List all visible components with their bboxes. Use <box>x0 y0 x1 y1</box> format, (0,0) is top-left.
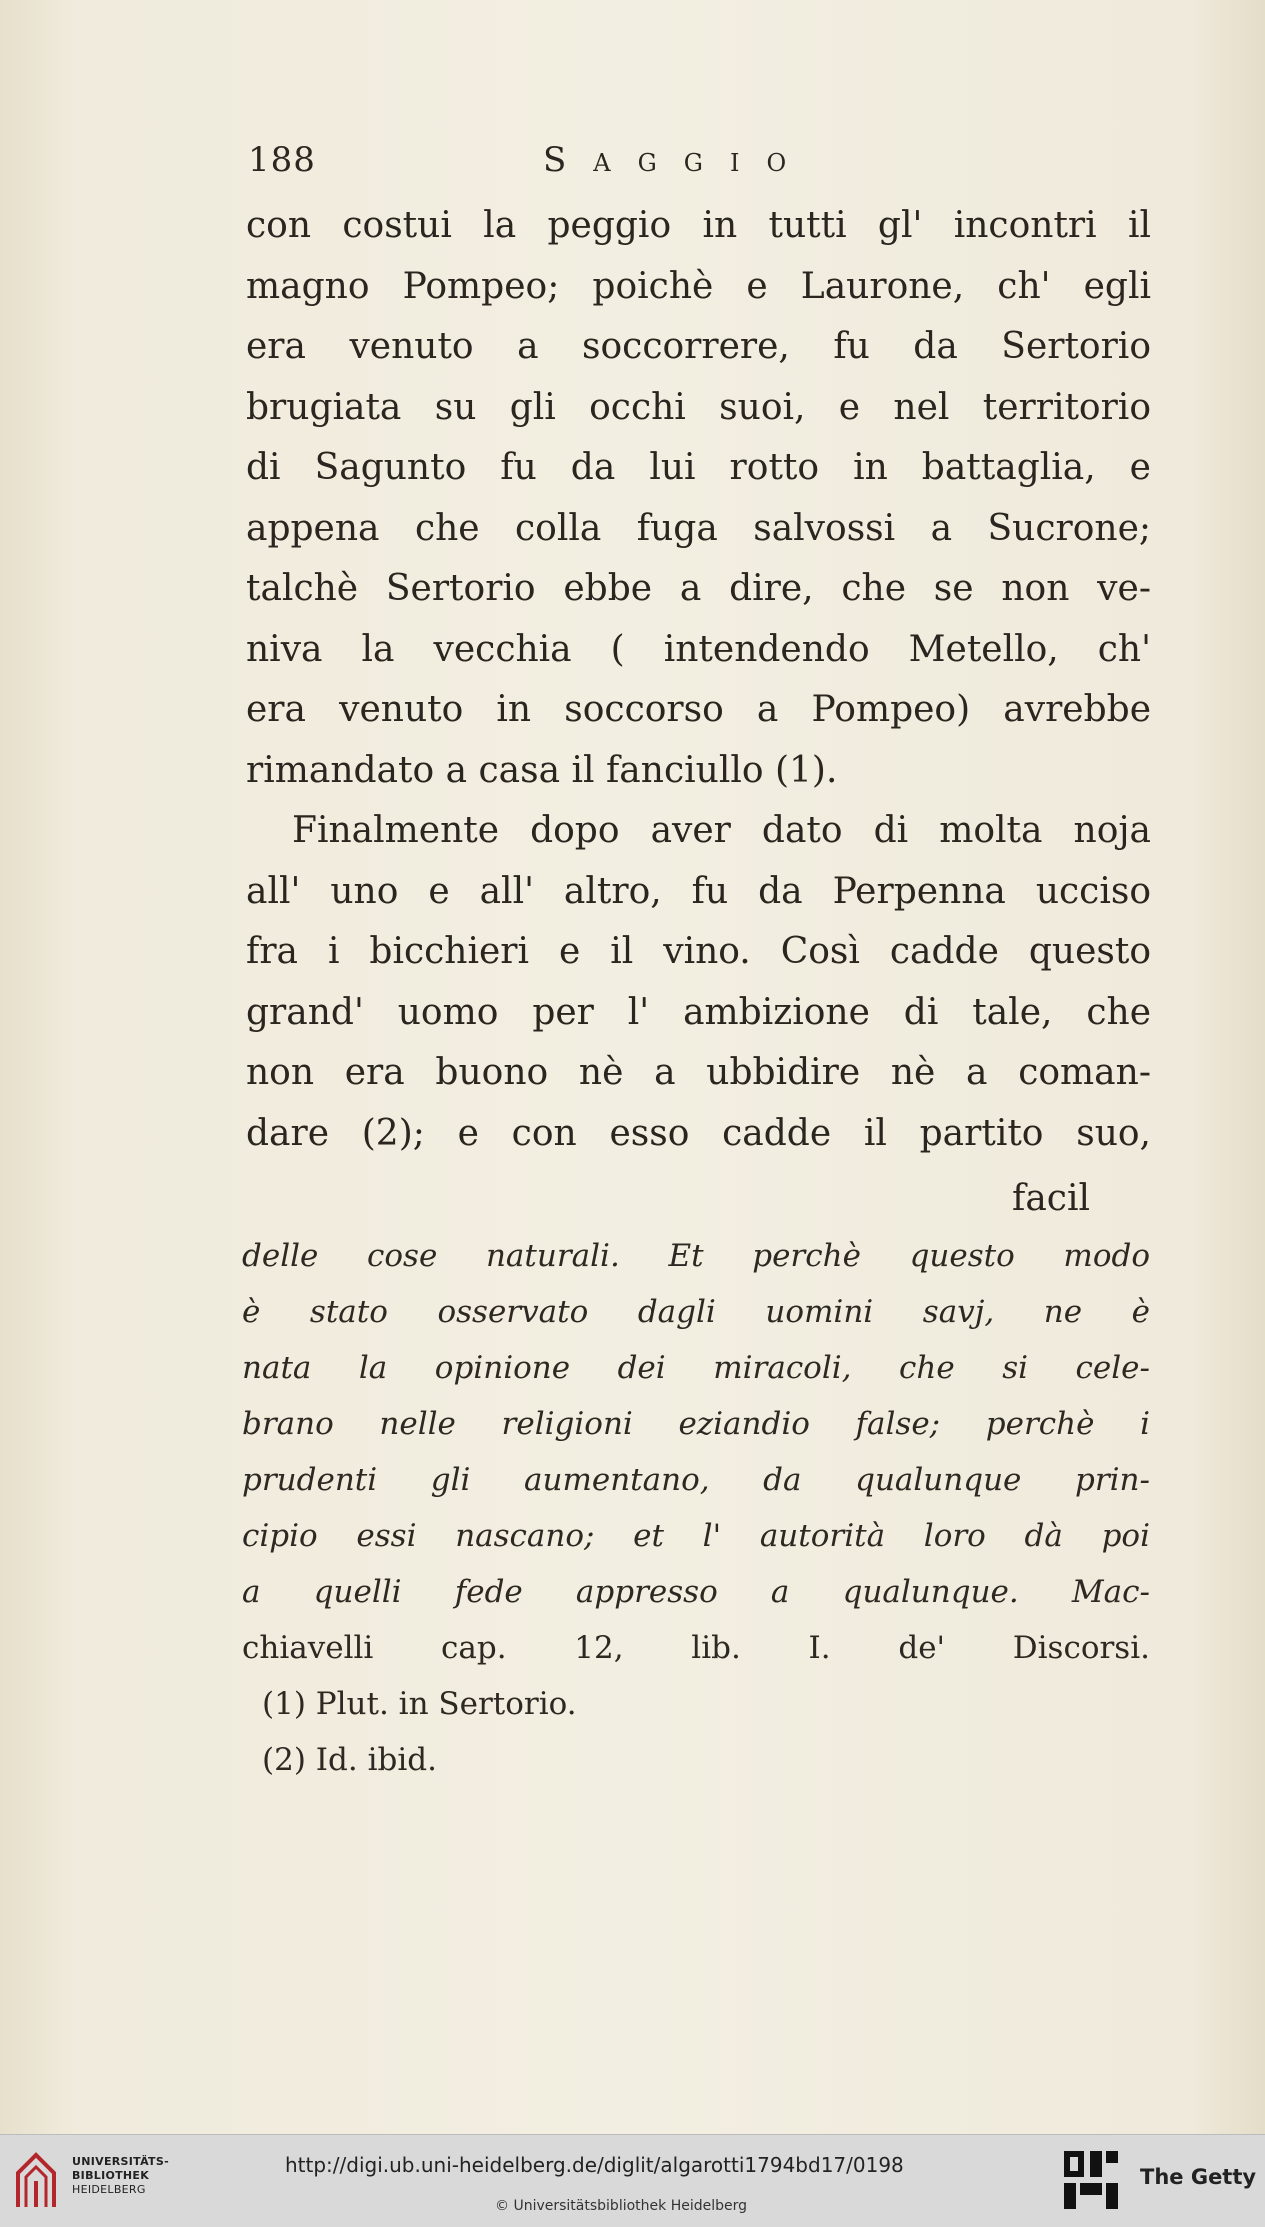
note-line: nata la opinione dei miracoli, che si cele- <box>242 1350 1150 1386</box>
note-line: brano nelle religioni eziandio false; perchè i <box>242 1406 1150 1442</box>
text-line: magno Pompeo; poichè e Laurone, ch' egli <box>246 265 1151 307</box>
note-line: prudenti gli aumentano, da qualunque prin- <box>242 1462 1150 1498</box>
text-line: appena che colla fuga salvossi a Sucrone; <box>246 507 1151 549</box>
footnote: (2) Id. ibid. <box>262 1742 437 1778</box>
text-line: niva la vecchia ( intendendo Metello, ch' <box>246 628 1151 670</box>
notes-block <box>242 1228 1150 1788</box>
library-name-line: UNIVERSITÄTS- <box>72 2155 169 2168</box>
text-line: dare (2); e con esso cadde il partito suo, <box>246 1112 1151 1154</box>
catchword: facil <box>1012 1178 1090 1219</box>
library-name-line: HEIDELBERG <box>72 2183 146 2196</box>
note-line: chiavelli cap. 12, lib. I. de' Discorsi. <box>242 1630 1150 1666</box>
text-line: non era buono nè a ubbidire nè a coman- <box>246 1052 1151 1093</box>
page-number: 188 <box>248 140 316 180</box>
getty-logo-icon[interactable] <box>1062 2149 1120 2213</box>
text-line: era venuto a soccorrere, fu da Sertorio <box>246 326 1151 367</box>
text-line: brugiata su gli occhi suoi, e nel territorio <box>246 386 1151 428</box>
text-line: rimandato a casa il fanciullo (1). <box>246 749 838 791</box>
text-line: era venuto in soccorso a Pompeo) avrebbe <box>246 689 1151 730</box>
note-line: delle cose naturali. Et perchè questo modo <box>242 1238 1150 1274</box>
getty-name: The Getty <box>1140 2165 1257 2189</box>
viewer-footer <box>0 2134 1265 2227</box>
text-line: grand' uomo per l' ambizione di tale, che <box>246 991 1151 1033</box>
text-line: Finalmente dopo aver dato di molta noja <box>292 810 1151 851</box>
text-line: di Sagunto fu da lui rotto in battaglia, e <box>246 447 1151 488</box>
copyright-notice: © Universitätsbibliothek Heidelberg <box>495 2198 748 2214</box>
ub-heidelberg-logo-icon[interactable] <box>14 2151 64 2211</box>
text-line: con costui la peggio in tutti gl' incontri il <box>246 205 1151 246</box>
text-line: fra i bicchieri e il vino. Così cadde questo <box>246 931 1151 972</box>
footnote: (1) Plut. in Sertorio. <box>262 1686 577 1722</box>
permalink-url[interactable]: http://digi.ub.uni-heidelberg.de/diglit/algarotti1794bd17/0198 <box>285 2153 904 2177</box>
note-line: cipio essi nascano; et l' autorità loro dà poi <box>242 1518 1150 1554</box>
note-line: è stato osservato dagli uomini savj, ne è <box>242 1294 1150 1330</box>
page-header <box>248 140 1148 190</box>
main-text <box>246 196 1151 1164</box>
text-line: all' uno e all' altro, fu da Perpenna ucciso <box>246 870 1151 912</box>
library-name <box>72 2155 169 2197</box>
running-head: Saggio <box>543 140 814 180</box>
library-name-line: BIBLIOTHEK <box>72 2169 150 2182</box>
text-line: talchè Sertorio ebbe a dire, che se non ve- <box>246 568 1151 609</box>
note-line: a quelli fede appresso a qualunque. Mac- <box>242 1574 1150 1610</box>
